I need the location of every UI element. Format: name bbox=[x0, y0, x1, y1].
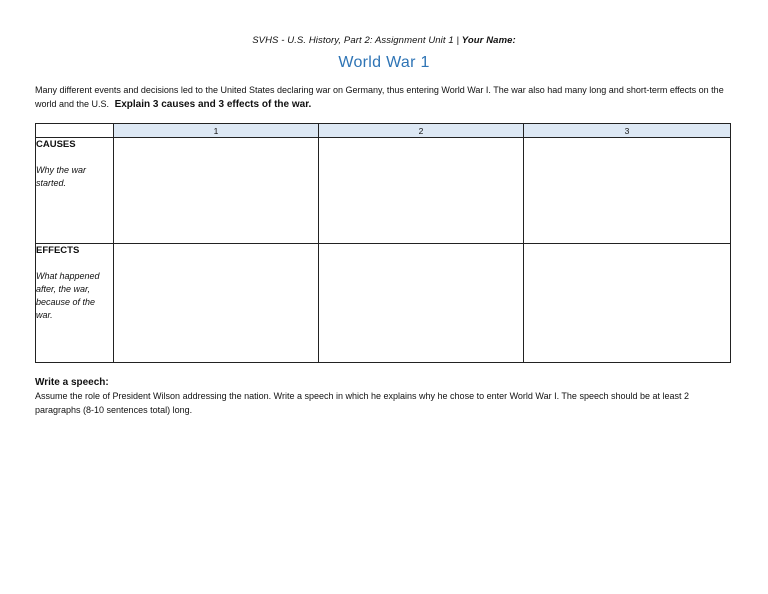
effect-cell-2[interactable] bbox=[319, 244, 524, 363]
row-label-causes bbox=[36, 138, 114, 244]
row-label-effects bbox=[36, 244, 114, 363]
intro-paragraph bbox=[35, 84, 735, 111]
effect-cell-3[interactable] bbox=[524, 244, 731, 363]
your-name-label: Your Name: bbox=[461, 35, 516, 46]
cause-cell-3[interactable] bbox=[524, 138, 731, 244]
column-header-1: 1 bbox=[114, 124, 319, 138]
row-subtitle-causes: Why the war started. bbox=[36, 165, 87, 188]
row-title-causes: CAUSES bbox=[36, 139, 76, 150]
header-line bbox=[0, 35, 768, 46]
table-header-row bbox=[36, 124, 731, 138]
cause-cell-1[interactable] bbox=[114, 138, 319, 244]
effect-cell-1[interactable] bbox=[114, 244, 319, 363]
column-header-2: 2 bbox=[319, 124, 524, 138]
speech-heading: Write a speech: bbox=[35, 377, 109, 388]
table-row-effects bbox=[36, 244, 731, 363]
speech-instructions: Assume the role of President Wilson addressing the nation. Write a speech in which he explains why he chose to enter World War I. The speech should be at least 2 paragraphs (8-10 sentences total) long. bbox=[35, 391, 690, 415]
column-header-3: 3 bbox=[524, 124, 731, 138]
causes-effects-table bbox=[35, 123, 731, 363]
page-title: World War 1 bbox=[338, 54, 430, 71]
intro-text: Many different events and decisions led to the United States declaring war on Germany, thus entering World War I. The war also had many long and short-term effects on the world and the U.S. bbox=[35, 85, 724, 109]
intro-instruction: Explain 3 causes and 3 effects of the war. bbox=[114, 98, 312, 110]
table-corner-cell bbox=[36, 124, 114, 138]
row-title-effects: EFFECTS bbox=[36, 245, 80, 256]
row-subtitle-effects: What happened after, the war, because of the war. bbox=[36, 271, 100, 320]
table-row-causes bbox=[36, 138, 731, 244]
course-line: SVHS - U.S. History, Part 2: Assignment Unit 1 | bbox=[252, 35, 460, 46]
cause-cell-2[interactable] bbox=[319, 138, 524, 244]
